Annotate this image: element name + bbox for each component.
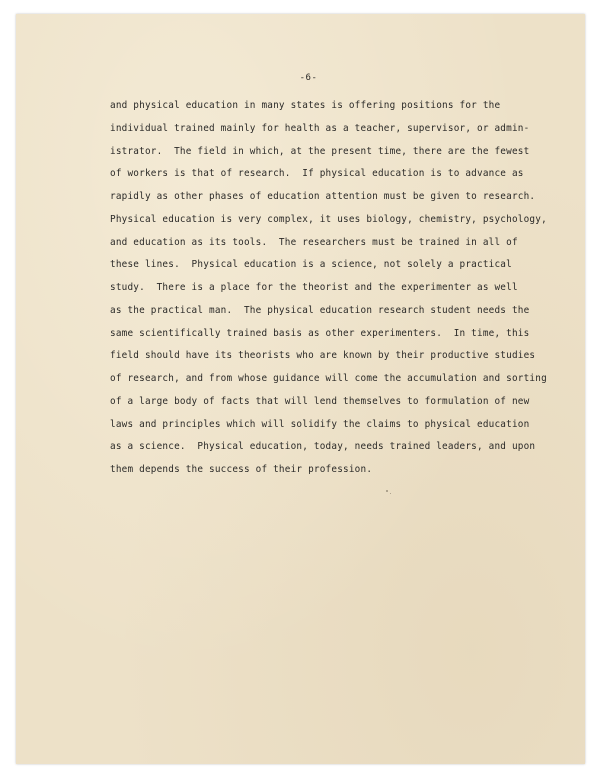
text-line: of research, and from whose guidance will come the accumulation and sorting [110,373,547,385]
text-line: study. There is a place for the theorist and the experimenter as well [110,282,518,294]
document-page [16,14,585,764]
text-line: laws and principles which will solidify the claims to physical education [110,418,530,430]
text-line: and education as its tools. The researchers must be trained in all of [110,236,518,248]
text-line: of a large body of facts that will lend themselves to formulation of new [110,395,530,407]
paper-speck [390,493,391,494]
text-line: as a science. Physical education, today, needs trained leaders, and upon [110,441,536,453]
text-line: same scientifically trained basis as other experimenters. In time, this [110,327,530,339]
text-line: and physical education in many states is offering positions for the [110,100,501,111]
text-line: istrator. The field in which, at the present time, there are the fewest [110,145,530,157]
text-line: individual trained mainly for health as a teacher, supervisor, or admin- [110,122,530,134]
text-line: rapidly as other phases of education attention must be given to research. [110,191,536,203]
body-paragraph [110,95,560,482]
text-line: of workers is that of research. If physical education is to advance as [110,168,524,180]
text-line: field should have its theorists who are known by their productive studies [110,350,536,362]
paper-speck [386,490,388,492]
text-line: as the practical man. The physical education research student needs the [110,304,530,316]
text-line: them depends the success of their profession. [110,464,373,476]
page-number: -6- [299,73,318,83]
text-line: Physical education is very complex, it uses biology, chemistry, psychology, [110,213,547,225]
text-line: these lines. Physical education is a science, not solely a practical [110,259,512,271]
